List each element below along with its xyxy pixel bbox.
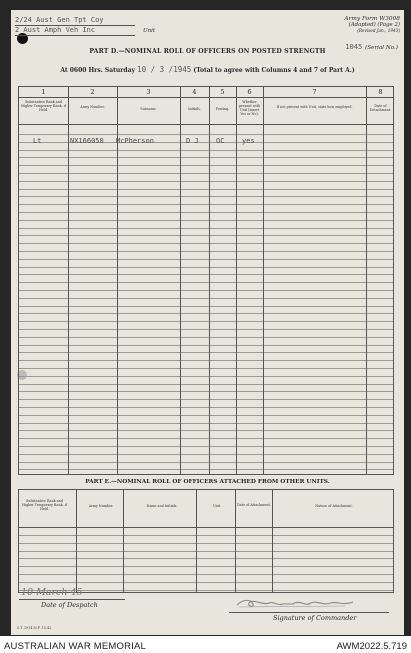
ruled-line bbox=[19, 469, 393, 470]
ruled-line bbox=[19, 196, 393, 197]
archive-source-label: AUSTRALIAN WAR MEMORIAL bbox=[4, 641, 147, 652]
date-prefix: At 0600 Hrs. Saturday bbox=[60, 67, 135, 74]
column-divider bbox=[209, 87, 210, 474]
date-suffix: (Total to agree with Columns 4 and 7 of Part A.) bbox=[193, 67, 355, 74]
form-reference bbox=[344, 16, 400, 35]
ruled-line bbox=[19, 454, 393, 455]
ruled-line bbox=[19, 376, 393, 377]
e-header-attachment-nature: Nature of Attachment. bbox=[315, 504, 353, 508]
ruled-line bbox=[19, 134, 393, 135]
serial-value: 1045 bbox=[345, 43, 363, 51]
unit-block bbox=[15, 16, 155, 36]
signature-line bbox=[229, 612, 389, 613]
despatch-label: Date of Despatch bbox=[41, 601, 98, 609]
e-header-unit: Unit. bbox=[212, 504, 222, 508]
e-header-attachment-date: Date of Attachment. bbox=[237, 503, 271, 507]
column-divider bbox=[236, 87, 237, 474]
ruled-line bbox=[19, 282, 393, 283]
form-ref-3: (Revised Jan., 1943) bbox=[357, 28, 400, 34]
col-number-8: 8 bbox=[378, 88, 383, 96]
part-d-date-line bbox=[11, 65, 404, 74]
ruled-line bbox=[19, 384, 393, 385]
ruled-line bbox=[19, 321, 393, 322]
entry-posting: OC bbox=[216, 137, 225, 145]
column-divider bbox=[117, 87, 118, 474]
header-rank: Substantive Rank and Higher Temporary Rank, if Held. bbox=[21, 100, 66, 112]
ruled-line bbox=[19, 368, 393, 369]
unit-line-1: 2/24 Aust Gen Tpt Coy bbox=[15, 16, 135, 26]
ruled-line bbox=[19, 399, 393, 400]
ruled-line bbox=[19, 352, 393, 353]
entry-rank: Lt bbox=[33, 137, 42, 145]
ruled-line bbox=[19, 267, 393, 268]
column-divider bbox=[366, 87, 367, 474]
commander-signature-icon bbox=[233, 597, 363, 609]
column-divider bbox=[235, 490, 236, 592]
entry-present: yes bbox=[242, 137, 255, 145]
despatch-date-handwritten: 10 March 45 bbox=[21, 587, 83, 598]
e-header-name: Name and Initials. bbox=[146, 504, 178, 508]
col-number-1: 1 bbox=[41, 88, 46, 96]
header-initials: Initials. bbox=[188, 107, 201, 111]
ruled-line bbox=[19, 407, 393, 408]
ruled-line bbox=[19, 360, 393, 361]
ruled-line bbox=[19, 430, 393, 431]
ruled-line bbox=[19, 212, 393, 213]
ruled-line bbox=[19, 243, 393, 244]
ruled-line bbox=[19, 329, 393, 330]
ruled-line bbox=[19, 189, 393, 190]
date-value: 10 / 3 /1945 bbox=[137, 65, 192, 74]
print-reference: S.T. 1914 M.F. 10.43 bbox=[17, 626, 52, 630]
ruled-line bbox=[19, 306, 393, 307]
e-header-army-number: Army Number. bbox=[88, 504, 114, 508]
ruled-line bbox=[19, 150, 393, 151]
column-divider bbox=[196, 490, 197, 592]
header-army-number: Army Number. bbox=[80, 105, 105, 109]
column-divider bbox=[272, 490, 273, 592]
ruled-line bbox=[19, 157, 393, 158]
ruled-line bbox=[19, 181, 393, 182]
ruled-line bbox=[19, 345, 393, 346]
ruled-line bbox=[19, 259, 393, 260]
ruled-line bbox=[19, 298, 393, 299]
col-number-5: 5 bbox=[220, 88, 225, 96]
part-e-title: PART E.—NOMINAL ROLL OF OFFICERS ATTACHED FROM OTHER UNITS. bbox=[85, 479, 330, 485]
entry-initials: D J bbox=[186, 137, 199, 145]
ruled-line bbox=[19, 220, 393, 221]
ruled-line bbox=[19, 423, 393, 424]
column-divider bbox=[68, 87, 69, 474]
ruled-line bbox=[19, 235, 393, 236]
form-page bbox=[11, 10, 404, 635]
col-number-3: 3 bbox=[146, 88, 151, 96]
signature-label: Signature of Commander bbox=[273, 614, 357, 622]
entry-army-number: NX166050 bbox=[70, 137, 104, 145]
col-number-2: 2 bbox=[90, 88, 95, 96]
col-number-4: 4 bbox=[192, 88, 197, 96]
ruled-line bbox=[19, 274, 393, 275]
ruled-line bbox=[19, 313, 393, 314]
column-divider bbox=[123, 490, 124, 592]
serial-label: (Serial No.) bbox=[365, 45, 398, 51]
col-number-7: 7 bbox=[312, 88, 317, 96]
ruled-line bbox=[19, 462, 393, 463]
column-divider bbox=[180, 87, 181, 474]
ruled-line bbox=[19, 438, 393, 439]
ruled-line bbox=[19, 228, 393, 229]
part-d-title: PART D.—NOMINAL ROLL OF OFFICERS ON POSTED STRENGTH bbox=[89, 48, 326, 55]
ruled-line bbox=[19, 337, 393, 338]
part-d-table bbox=[18, 86, 394, 475]
part-e-table bbox=[18, 489, 394, 593]
entry-surname: McPherson bbox=[116, 137, 154, 145]
ruled-line bbox=[19, 415, 393, 416]
unit-label: Unit bbox=[143, 28, 156, 34]
ruled-line bbox=[19, 290, 393, 291]
ruled-line bbox=[19, 173, 393, 174]
archive-reference: AWM2022.5.719 bbox=[336, 641, 407, 652]
header-posting: Posting. bbox=[215, 107, 230, 111]
ruled-line bbox=[19, 165, 393, 166]
form-ref-1: Army Form W3008 bbox=[344, 16, 400, 22]
form-ref-2: (Adapted) (Page 2) bbox=[348, 22, 400, 29]
despatch-date-line bbox=[19, 599, 125, 600]
header-surname: Surname. bbox=[140, 107, 157, 111]
header-employment: If not present with Unit, state how employed. bbox=[276, 105, 353, 109]
column-divider bbox=[76, 490, 77, 592]
header-detachment-date: Date of Detachment. bbox=[369, 104, 392, 112]
column-divider bbox=[263, 87, 264, 474]
header-bottom-rule bbox=[19, 124, 393, 125]
ruled-line bbox=[19, 446, 393, 447]
col-number-6: 6 bbox=[247, 88, 252, 96]
ruled-line bbox=[19, 391, 393, 392]
e-header-rank: Substantive Rank and Higher Temporary Rank, if Held. bbox=[22, 499, 67, 511]
ruled-line bbox=[19, 251, 393, 252]
header-present: Whether present with Unit (insert Yes or No). bbox=[238, 100, 261, 116]
ruled-line bbox=[19, 204, 393, 205]
unit-line-2: 2 Aust Amph Veh Inc bbox=[15, 26, 135, 36]
